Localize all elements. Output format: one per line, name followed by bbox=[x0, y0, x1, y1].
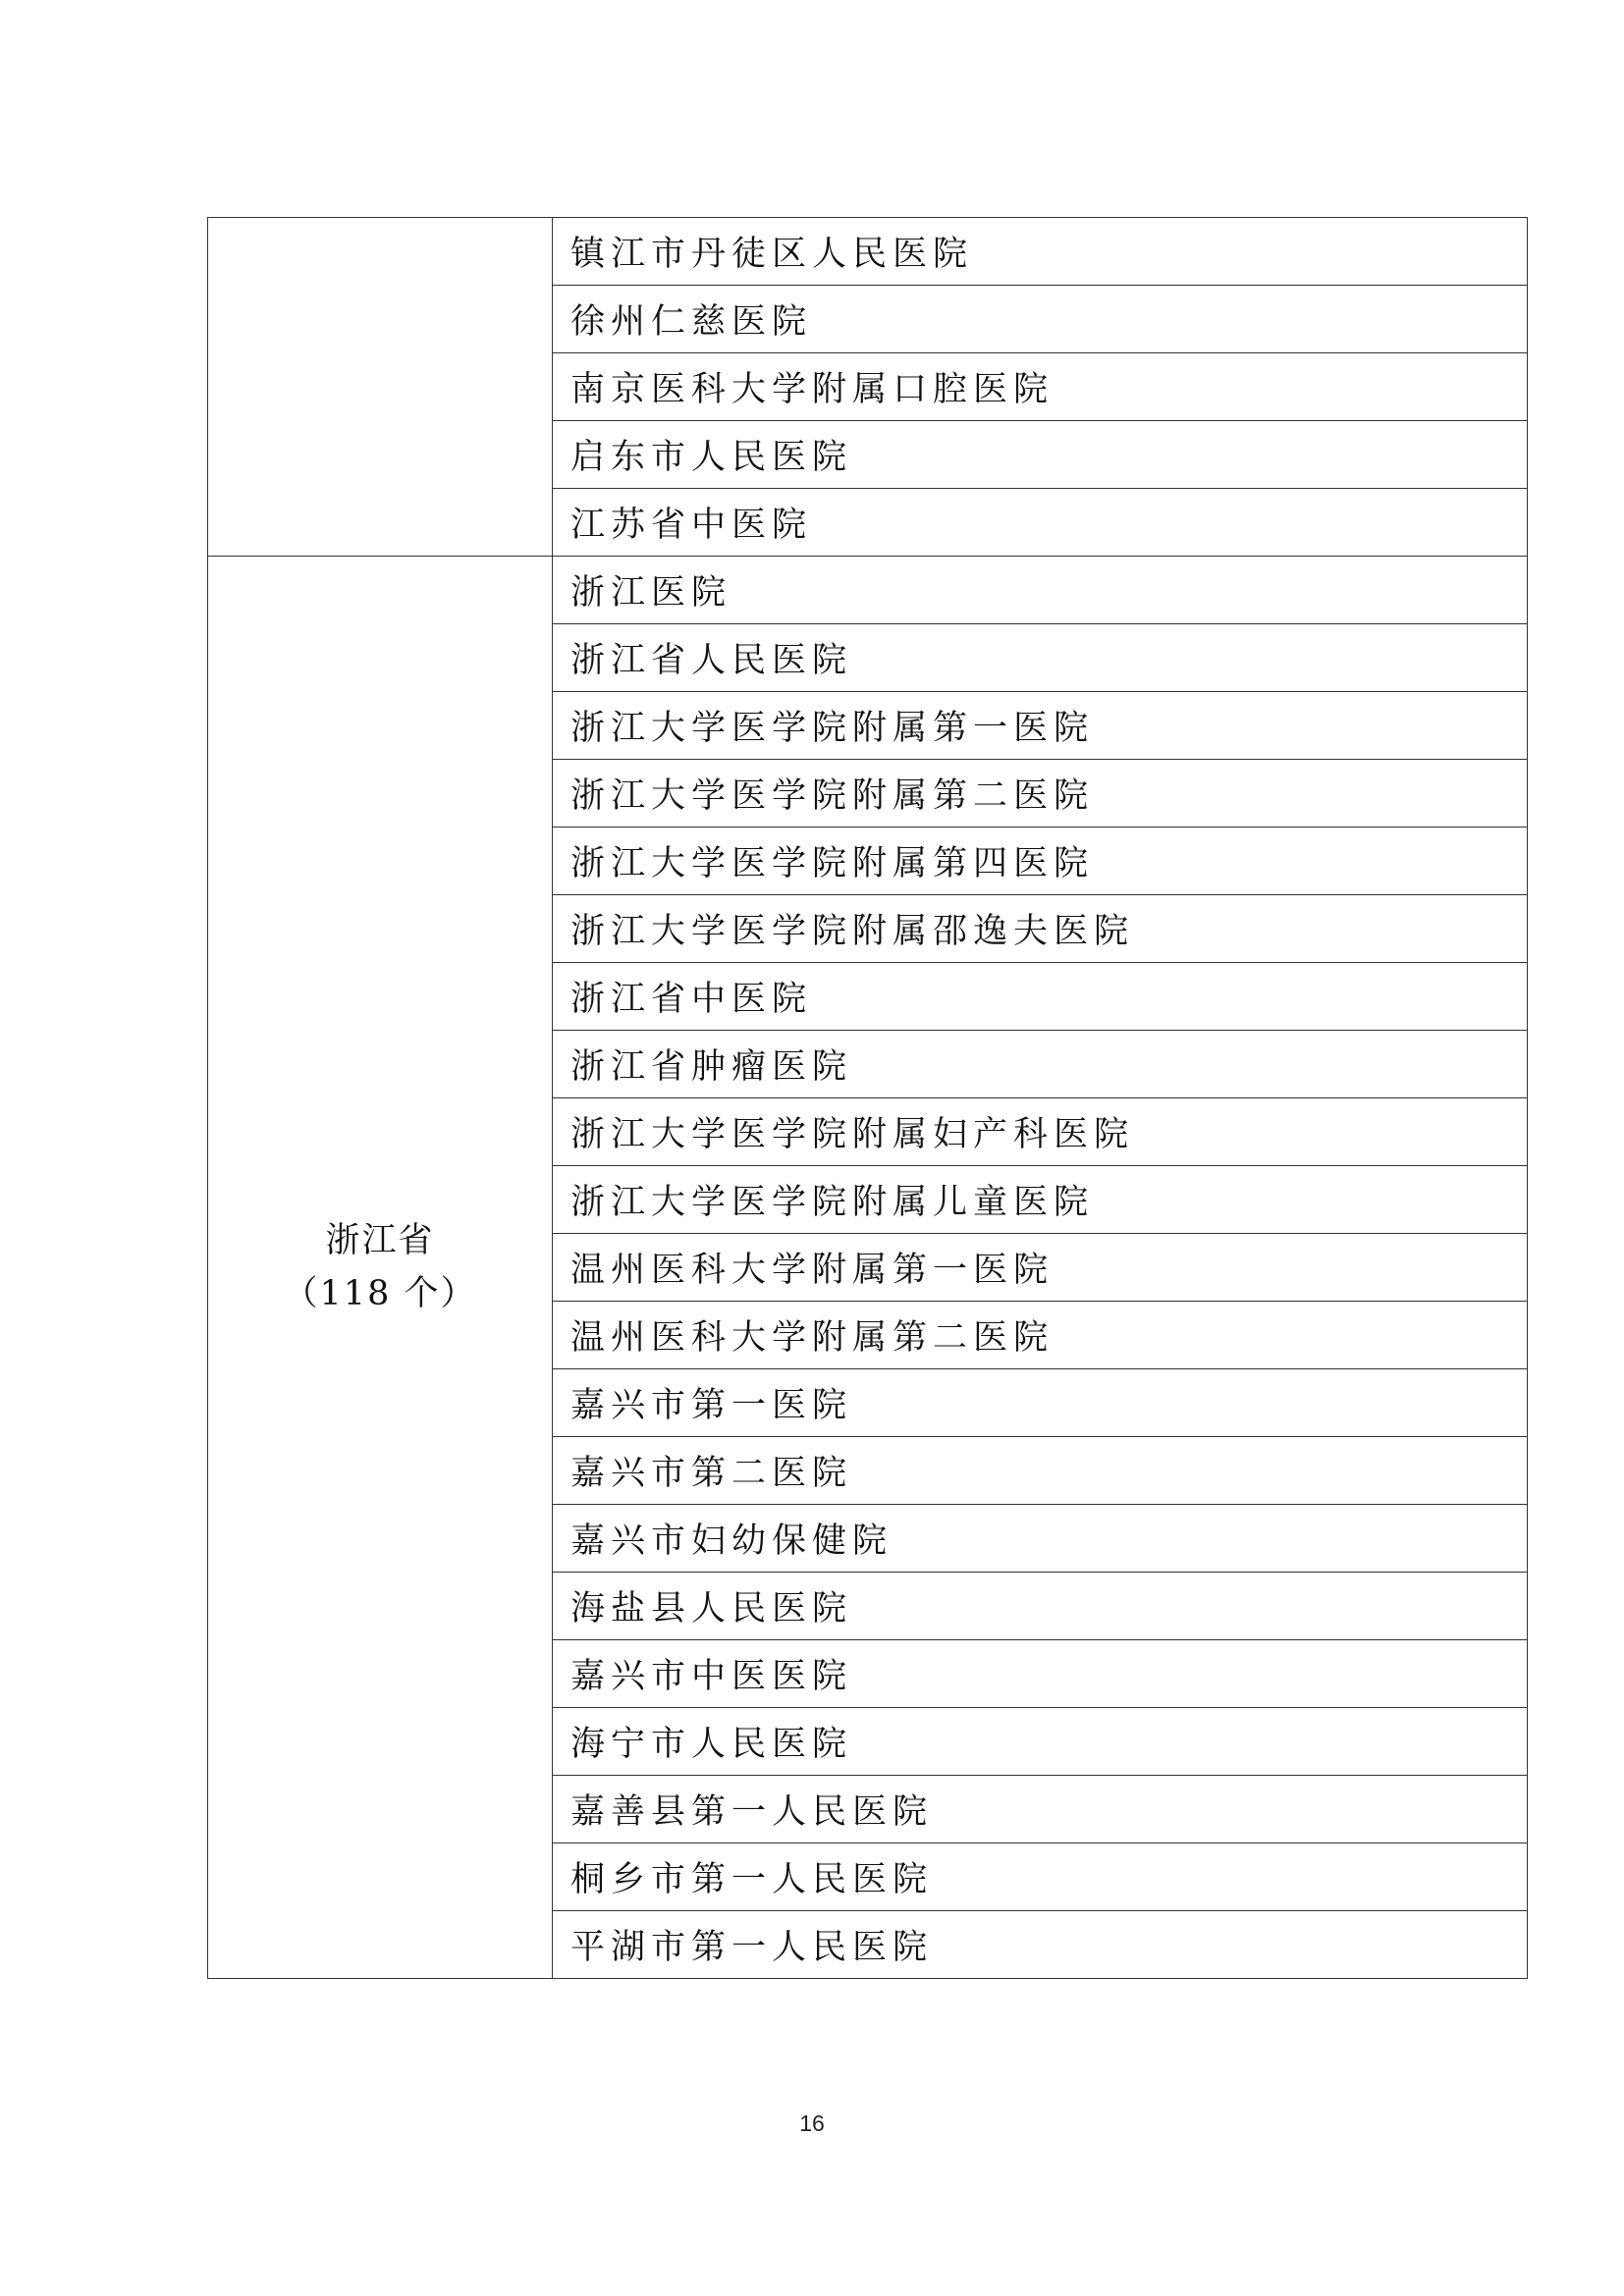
hospital-name-cell: 镇江市丹徒区人民医院 bbox=[553, 218, 1528, 286]
hospital-table-body bbox=[208, 218, 1528, 1979]
hospital-table bbox=[207, 217, 1528, 1979]
page-number: 16 bbox=[799, 2110, 825, 2136]
hospital-name-cell: 启东市人民医院 bbox=[553, 421, 1528, 489]
hospital-name-cell: 浙江省中医院 bbox=[553, 963, 1528, 1031]
hospital-name-cell: 温州医科大学附属第二医院 bbox=[553, 1302, 1528, 1369]
table-row bbox=[208, 218, 1528, 286]
hospital-name-cell: 徐州仁慈医院 bbox=[553, 286, 1528, 353]
hospital-name-cell: 浙江大学医学院附属邵逸夫医院 bbox=[553, 895, 1528, 963]
hospital-name-cell: 浙江大学医学院附属第一医院 bbox=[553, 692, 1528, 760]
hospital-name-cell: 嘉兴市中医医院 bbox=[553, 1640, 1528, 1708]
province-count: （118 个） bbox=[283, 1274, 477, 1313]
hospital-name-cell: 嘉兴市第一医院 bbox=[553, 1369, 1528, 1437]
province-cell bbox=[208, 218, 553, 557]
hospital-name-cell: 浙江省人民医院 bbox=[553, 624, 1528, 692]
hospital-name-cell: 嘉善县第一人民医院 bbox=[553, 1776, 1528, 1843]
hospital-name-cell: 浙江大学医学院附属妇产科医院 bbox=[553, 1098, 1528, 1166]
hospital-name-cell: 海宁市人民医院 bbox=[553, 1708, 1528, 1776]
hospital-name-cell: 浙江大学医学院附属第二医院 bbox=[553, 760, 1528, 828]
hospital-name-cell: 温州医科大学附属第一医院 bbox=[553, 1234, 1528, 1302]
hospital-name-cell: 桐乡市第一人民医院 bbox=[553, 1843, 1528, 1911]
province-cell bbox=[208, 557, 553, 1979]
hospital-name-cell: 嘉兴市妇幼保健院 bbox=[553, 1505, 1528, 1573]
hospital-name-cell: 平湖市第一人民医院 bbox=[553, 1911, 1528, 1979]
hospital-name-cell: 浙江大学医学院附属儿童医院 bbox=[553, 1166, 1528, 1234]
hospital-name-cell: 南京医科大学附属口腔医院 bbox=[553, 353, 1528, 421]
hospital-name-cell: 浙江大学医学院附属第四医院 bbox=[553, 828, 1528, 895]
hospital-name-cell: 海盐县人民医院 bbox=[553, 1573, 1528, 1640]
hospital-name-cell: 江苏省中医院 bbox=[553, 489, 1528, 557]
hospital-name-cell: 嘉兴市第二医院 bbox=[553, 1437, 1528, 1505]
hospital-name-cell: 浙江医院 bbox=[553, 557, 1528, 624]
table-row bbox=[208, 557, 1528, 624]
province-name: 浙江省 bbox=[325, 1221, 435, 1260]
hospital-name-cell: 浙江省肿瘤医院 bbox=[553, 1031, 1528, 1098]
